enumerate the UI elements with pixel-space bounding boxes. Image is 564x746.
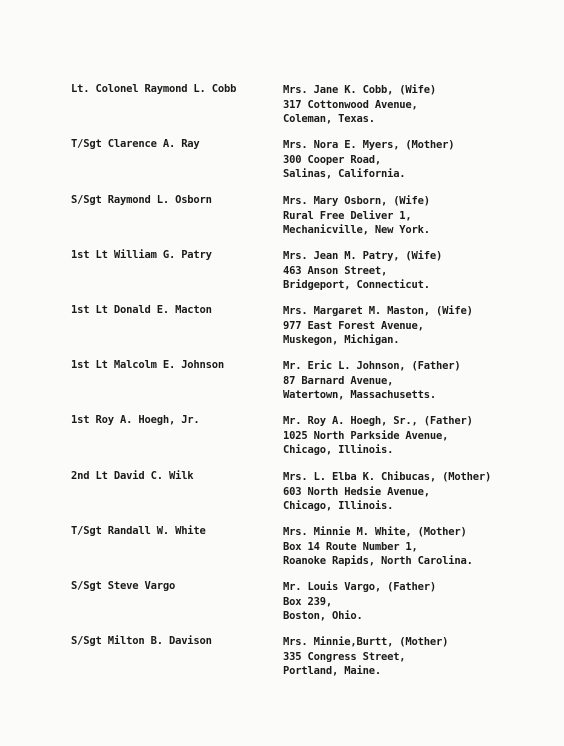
list-item [0,304,564,358]
serviceman-name: 1st Roy A. Hoegh, Jr. [71,414,200,426]
kin-street-line: 1025 North Parkside Avenue, [283,429,449,442]
next-of-kin-block [283,525,473,569]
next-of-kin-block [283,414,473,458]
kin-name-line: Mrs. Nora E. Myers, (Mother) [283,139,455,151]
next-of-kin-block [283,580,436,624]
kin-city-line: Salinas, California. [283,168,406,180]
kin-city-line: Roanoke Rapids, North Carolina. [283,555,473,567]
serviceman-name: Lt. Colonel Raymond L. Cobb [71,83,237,95]
kin-street-line: 463 Anson Street, [283,264,388,277]
kin-city-line: Coleman, Texas. [283,113,375,125]
list-item [0,470,564,524]
serviceman-name: 2nd Lt David C. Wilk [71,470,194,482]
kin-street-line: Rural Free Deliver 1, [283,209,412,222]
next-of-kin-block [283,635,448,679]
kin-name-line: Mrs. Margaret M. Maston, (Wife) [283,305,473,317]
list-item [0,414,564,468]
list-item [0,359,564,413]
serviceman-name: T/Sgt Randall W. White [71,525,206,537]
next-of-kin-block [283,470,491,514]
list-item [0,249,564,303]
kin-name-line: Mrs. Jean M. Patry, (Wife) [283,250,443,262]
kin-city-line: Boston, Ohio. [283,610,363,622]
next-of-kin-block [283,83,436,127]
kin-street-line: 317 Cottonwood Avenue, [283,98,418,111]
kin-name-line: Mrs. Minnie M. White, (Mother) [283,526,467,538]
list-item [0,138,564,192]
next-of-kin-block [283,249,442,293]
kin-street-line: 335 Congress Street, [283,650,406,663]
kin-city-line: Bridgeport, Connecticut. [283,279,430,291]
kin-name-line: Mrs. Minnie,Burtt, (Mother) [283,636,449,648]
serviceman-name: 1st Lt Malcolm E. Johnson [71,359,225,371]
kin-city-line: Chicago, Illinois. [283,500,394,512]
kin-city-line: Portland, Maine. [283,665,381,677]
kin-city-line: Muskegon, Michigan. [283,334,400,346]
kin-street-line: 603 North Hedsie Avenue, [283,485,430,498]
kin-name-line: Mrs. L. Elba K. Chibucas, (Mother) [283,471,492,483]
kin-name-line: Mr. Louis Vargo, (Father) [283,581,437,593]
kin-name-line: Mrs. Mary Osborn, (Wife) [283,195,430,207]
kin-name-line: Mr. Roy A. Hoegh, Sr., (Father) [283,415,473,427]
kin-street-line: Box 14 Route Number 1, [283,540,418,553]
kin-street-line: Box 239, [283,595,332,608]
next-of-kin-block [283,304,473,348]
kin-city-line: Chicago, Illinois. [283,444,394,456]
serviceman-name: S/Sgt Steve Vargo [71,580,176,592]
serviceman-name: 1st Lt William G. Patry [71,249,212,261]
serviceman-name: S/Sgt Raymond L. Osborn [71,194,212,206]
serviceman-name: S/Sgt Milton B. Davison [71,635,212,647]
serviceman-name: T/Sgt Clarence A. Ray [71,138,200,150]
kin-street-line: 87 Barnard Avenue, [283,374,394,387]
list-item [0,83,564,137]
next-of-kin-block [283,194,430,238]
next-of-kin-block [283,138,454,182]
list-item [0,194,564,248]
list-item [0,580,564,634]
serviceman-name: 1st Lt Donald E. Macton [71,304,212,316]
next-of-kin-block [283,359,461,403]
kin-name-line: Mrs. Jane K. Cobb, (Wife) [283,84,437,96]
kin-street-line: 977 East Forest Avenue, [283,319,424,332]
kin-city-line: Mechanicville, New York. [283,224,430,236]
kin-city-line: Watertown, Massachusetts. [283,389,437,401]
list-item [0,525,564,579]
kin-name-line: Mr. Eric L. Johnson, (Father) [283,360,461,372]
kin-street-line: 300 Cooper Road, [283,153,381,166]
list-item [0,635,564,689]
